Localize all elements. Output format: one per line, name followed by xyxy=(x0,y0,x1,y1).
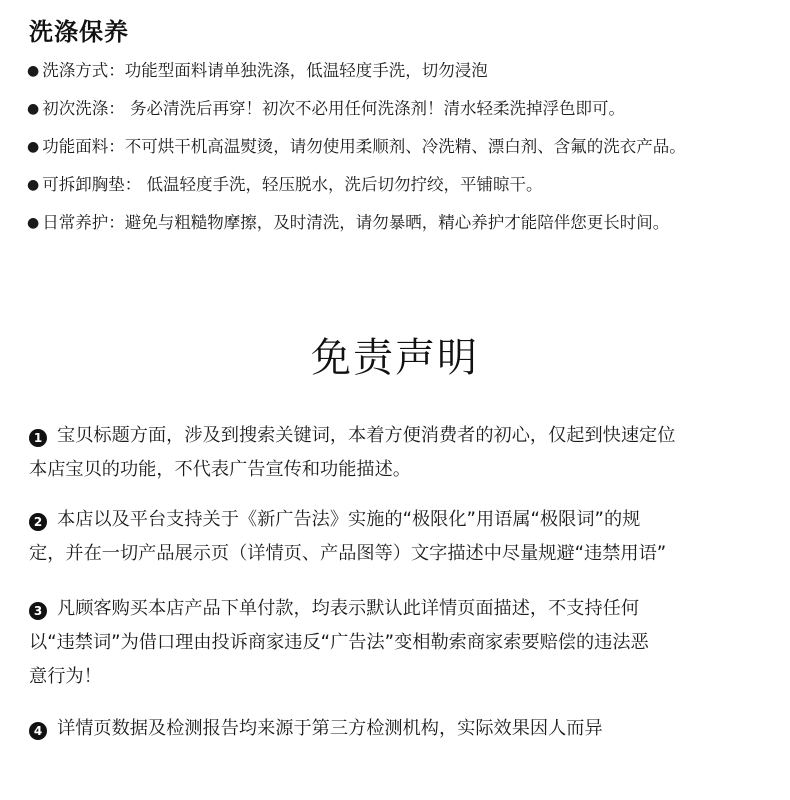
disclaimer-text: 凡顾客购买本店产品下单付款，均表示默认此详情页面描述，不支持任何 xyxy=(57,598,640,619)
disclaimer-line: 本店宝贝的功能，不代表广告宣传和功能描述。 xyxy=(29,459,411,480)
disclaimer-line xyxy=(29,592,769,626)
care-item xyxy=(27,210,777,248)
disclaimer-item xyxy=(29,419,769,487)
number-badge-icon: 1 xyxy=(29,429,47,447)
disclaimer-text: 本店以及平台支持关于《新广告法》实施的“极限化”用语属“极限词”的规 xyxy=(57,509,641,530)
bullet-icon: ● xyxy=(27,177,40,193)
disclaimer-line xyxy=(29,419,769,453)
care-item-text: 可拆卸胸垫： 低温轻度手洗，轻压脱水，洗后切勿拧绞，平铺晾干。 xyxy=(42,175,543,194)
disclaimer-line: 意行为！ xyxy=(29,666,102,687)
disclaimer-line xyxy=(29,712,769,746)
number-badge-icon: 3 xyxy=(29,602,47,620)
bullet-icon: ● xyxy=(27,139,40,155)
bullet-icon: ● xyxy=(27,215,40,231)
care-item-text: 洗涤方式：功能型面料请单独洗涤，低温轻度手洗，切勿浸泡 xyxy=(42,61,488,80)
disclaimer-item xyxy=(29,712,769,746)
disclaimer-title: 免责声明 xyxy=(311,335,479,381)
care-title: 洗涤保养 xyxy=(29,18,129,46)
bullet-icon: ● xyxy=(27,63,40,79)
care-item xyxy=(27,134,777,172)
care-item xyxy=(27,172,777,210)
care-item-text: 初次洗涤： 务必清洗后再穿！初次不必用任何洗涤剂！清水轻柔洗掉浮色即可。 xyxy=(42,99,625,118)
care-item-text: 日常养护：避免与粗糙物摩擦，及时清洗，请勿暴晒，精心养护才能陪伴您更长时间。 xyxy=(42,213,670,232)
care-item-text: 功能面料：不可烘干机高温熨烫，请勿使用柔顺剂、冷洗精、漂白剂、含氟的洗衣产品。 xyxy=(42,137,686,156)
disclaimer-line: 定，并在一切产品展示页（详情页、产品图等）文字描述中尽量规避“违禁用语” xyxy=(29,543,667,564)
disclaimer-line: 以“违禁词”为借口理由投诉商家违反“广告法”变相勒索商家索要赔偿的违法恶 xyxy=(29,632,649,653)
care-list xyxy=(27,58,777,248)
disclaimer-item xyxy=(29,503,769,571)
bullet-icon: ● xyxy=(27,101,40,117)
disclaimer-item xyxy=(29,592,769,694)
number-badge-icon: 4 xyxy=(29,722,47,740)
care-item xyxy=(27,96,777,134)
number-badge-icon: 2 xyxy=(29,513,47,531)
care-item xyxy=(27,58,777,96)
disclaimer-text: 详情页数据及检测报告均来源于第三方检测机构，实际效果因人而异 xyxy=(57,718,603,739)
disclaimer-line xyxy=(29,503,769,537)
disclaimer-text: 宝贝标题方面，涉及到搜索关键词，本着方便消费者的初心，仅起到快速定位 xyxy=(57,425,676,446)
